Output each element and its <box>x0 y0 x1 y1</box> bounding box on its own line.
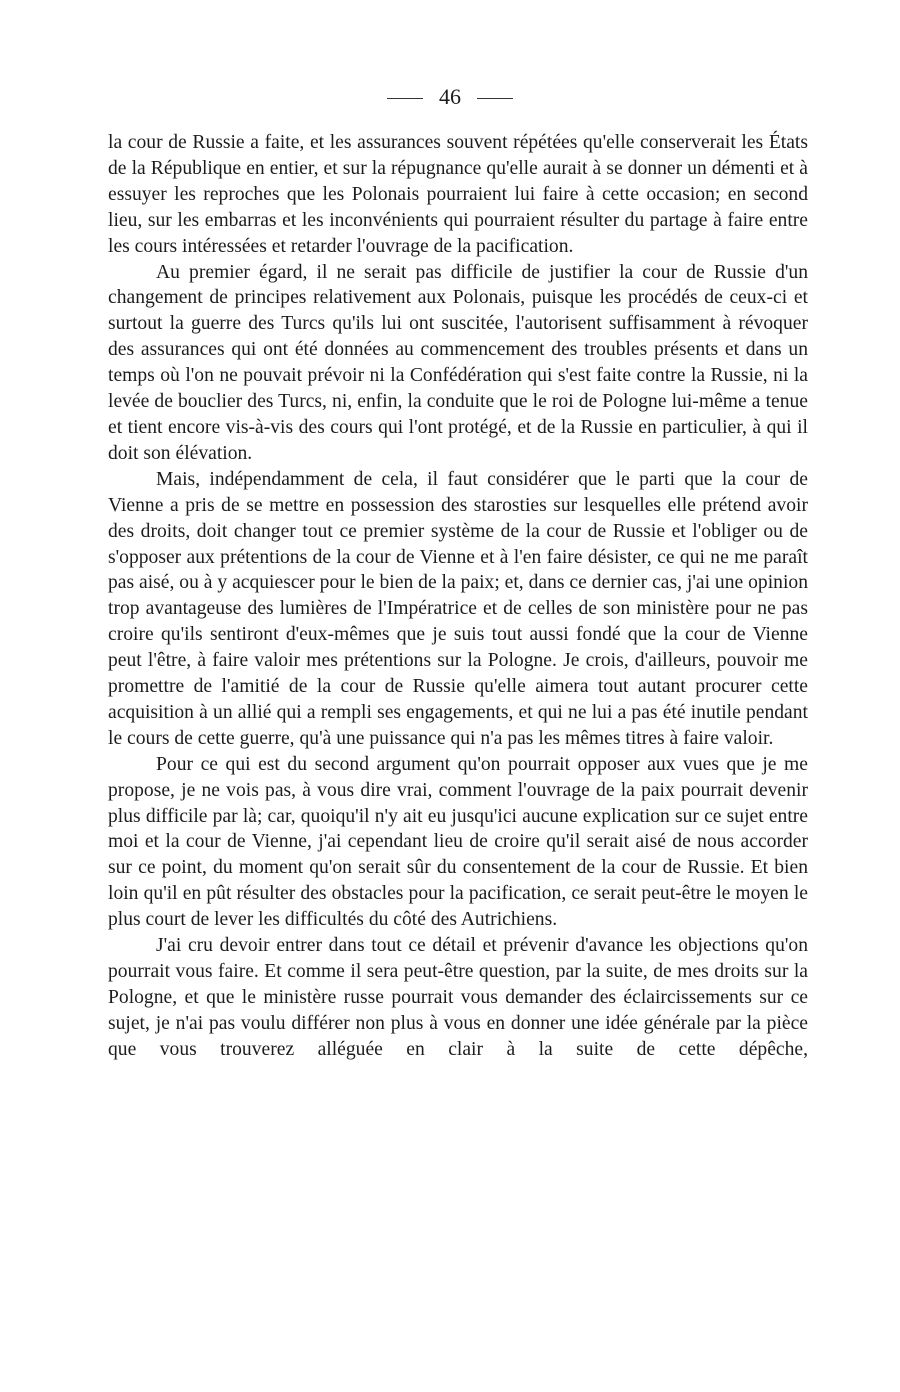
paragraph: Au premier égard, il ne serait pas difficile de justifier la cour de Russie d'un changement de principes relativement aux Polonais, puisque les procédés de ceux-ci et surtout la guerre des Turcs qu'ils lui ont suscitée, l'autorisent suffisamment à révoquer des assurances qui ont été données au commencement des troubles présents et dans un temps où l'on ne pouvait prévoir ni la Confédération qui s'est faite contre la Russie, ni la levée de bouclier des Turcs, ni, enfin, la conduite que le roi de Pologne lui-même a tenue et tient encore vis-à-vis des cours qui l'ont protégé, et de la Russie en particulier, à qui il doit son élévation. <box>108 261 808 464</box>
left-dash-ornament <box>387 98 423 99</box>
paragraph: Pour ce qui est du second argument qu'on pourrait opposer aux vues que je me propose, je ne vois pas, à vous dire vrai, comment l'ouvrage de la paix pourrait devenir plus difficile par là; car, quoiqu'il n'y ait eu jusqu'ici aucune explication sur ce sujet entre moi et la cour de Vienne, j'ai cependant lieu de croire qu'il serait aisé de nous accorder sur ce point, du moment qu'on serait sûr du consentement de la cour de Russie. Et bien loin qu'il en pût résulter des obstacles pour la pacification, ce serait peut-être le moyen le plus court de lever les difficultés du côté des Autrichiens. <box>108 753 808 931</box>
body-text <box>108 130 808 1063</box>
page-header <box>0 84 900 110</box>
paragraph: Mais, indépendamment de cela, il faut considérer que le parti que la cour de Vienne a pris de se mettre en possession des starosties sur lesquelles elle prétend avoir des droits, doit changer tout ce premier système de la cour de Russie et l'obliger ou de s'opposer aux prétentions de la cour de Vienne et à l'en faire désister, ce qui ne me paraît pas aisé, ou à y acquiescer pour le bien de la paix; et, dans ce dernier cas, j'ai une opinion trop avantageuse des lumières de l'Impératrice et de celles de son ministère pour ne pas croire qu'ils sentiront d'eux-mêmes que je suis tout aussi fondé que la cour de Vienne peut l'être, à faire valoir mes prétentions sur la Pologne. Je crois, d'ailleurs, pouvoir me promettre de l'amitié de la cour de Russie qu'elle aimera tout autant procurer cette acquisition à un allié qui a rempli ses engagements, et qui ne lui a pas été inutile pendant le cours de cette guerre, qu'à une puissance qui n'a pas les mêmes titres à faire valoir. <box>108 468 808 749</box>
right-dash-ornament <box>477 98 513 99</box>
paragraph-continued: la cour de Russie a faite, et les assurances souvent répétées qu'elle conserverait les États de la République en entier, et sur la répugnance qu'elle aurait à se donner un démenti et à essuyer les reproches que les Polonais pourraient lui faire à cette occasion; en second lieu, sur les embarras et les inconvénients qui pourraient résulter du partage à faire entre les cours intéressées et retarder l'ouvrage de la pacification. <box>108 132 808 257</box>
paragraph-continues: J'ai cru devoir entrer dans tout ce détail et prévenir d'avance les objections qu'on pourrait vous faire. Et comme il sera peut-être question, par la suite, de mes droits sur la Pologne, et que le ministère russe pourrait vous demander des éclaircissements sur ce sujet, je n'ai pas voulu différer non plus à vous en donner une idée générale par la pièce que vous trouverez alléguée en clair à la suite de cette dépêche, <box>108 935 808 1060</box>
page-number: 46 <box>439 84 461 109</box>
